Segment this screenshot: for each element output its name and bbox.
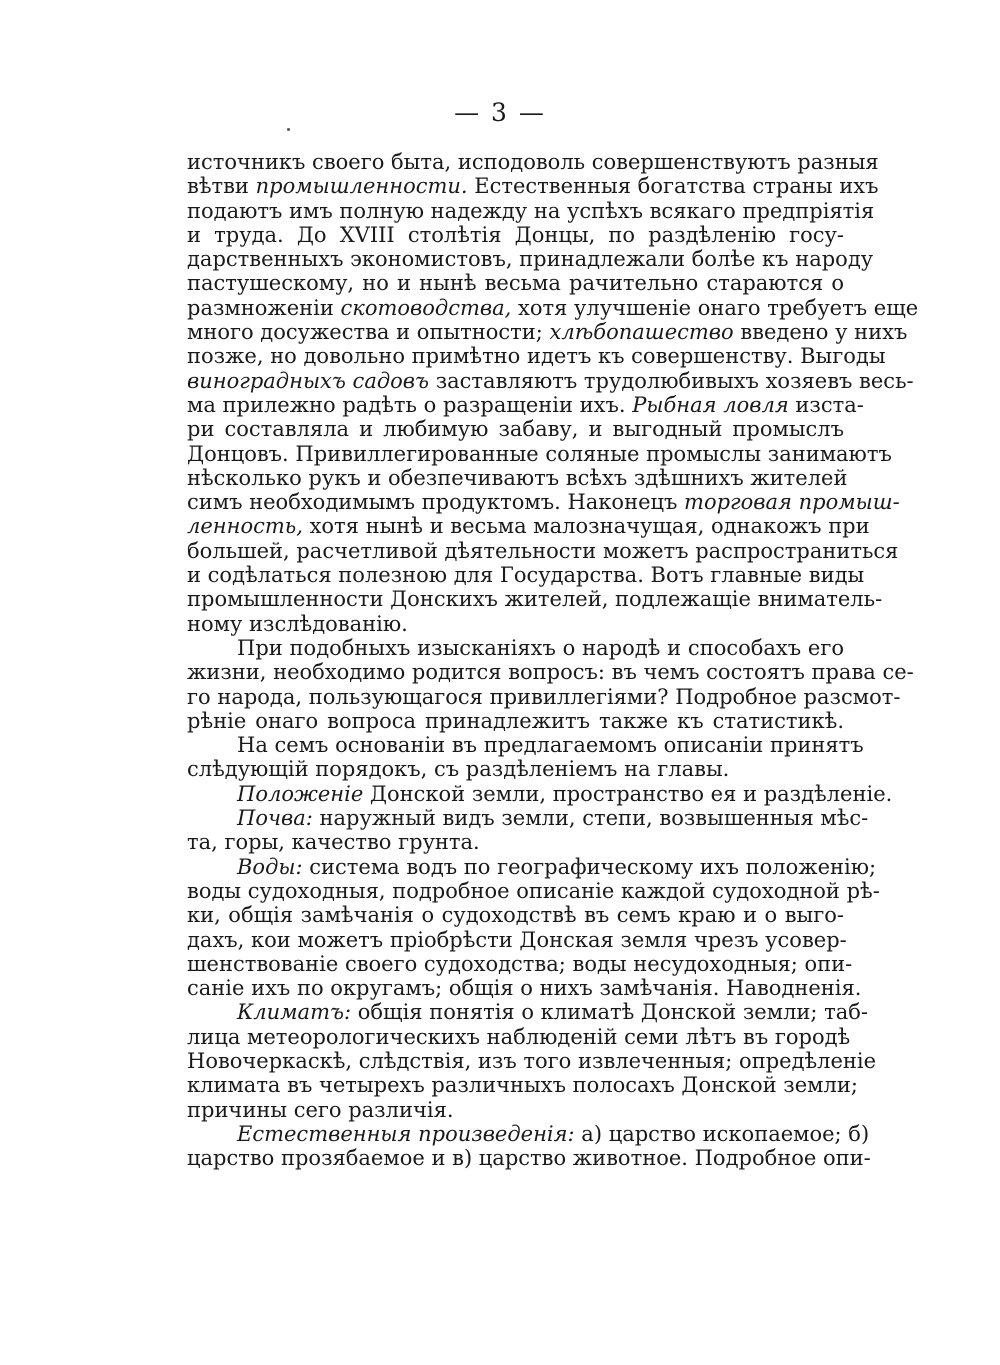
text-line xyxy=(187,927,847,952)
text-line xyxy=(187,878,880,903)
text-segment: наружный видъ земли, степи, возвышенныя мѣс- xyxy=(312,806,869,831)
text-line xyxy=(187,951,853,976)
text-line xyxy=(187,854,877,879)
text-line xyxy=(187,1000,869,1025)
italic-term: виноградныхъ садовъ xyxy=(187,368,430,393)
text-segment: ма прилежно радѣть о разращеніи ихъ. xyxy=(187,392,633,417)
text-line xyxy=(187,684,901,709)
text-line xyxy=(187,465,848,490)
text-line xyxy=(187,806,869,831)
text-segment: введено у нихъ xyxy=(733,320,908,345)
ink-speck xyxy=(287,128,290,131)
text-line xyxy=(187,1146,871,1171)
text-segment: пастушескому, но и нынѣ весьма рачительно стараются о xyxy=(187,271,844,296)
text-segment: причины сего различія. xyxy=(187,1097,454,1122)
text-line xyxy=(187,1121,870,1146)
italic-term: Почва: xyxy=(237,806,313,831)
text-segment: источникъ своего быта, исподоволь совершенствуютъ разныя xyxy=(187,150,879,174)
text-segment: Естественныя богатства страны ихъ xyxy=(467,174,879,199)
text-line xyxy=(187,490,900,515)
text-segment: промышленности Донскихъ жителей, подлежащіе вниматель- xyxy=(187,587,883,612)
text-segment: го народа, пользующагося привиллегіями? Подробное разсмот- xyxy=(187,684,901,709)
text-segment: саніе ихъ по округамъ; общія о нихъ замѣчанія. Наводненія. xyxy=(187,976,862,1001)
text-line xyxy=(187,976,862,1001)
text-line xyxy=(187,1073,858,1098)
text-segment: жизни, необходимо родится вопросъ: въ чемъ состоятъ права се- xyxy=(187,660,914,685)
text-line xyxy=(187,830,844,854)
text-segment: размноженіи xyxy=(187,295,341,320)
text-segment: ному изслѣдованію. xyxy=(187,611,408,636)
text-line xyxy=(187,1048,877,1073)
text-line xyxy=(187,709,844,733)
italic-term: ленность, xyxy=(187,514,303,539)
text-segment: дахъ, кои можетъ пріобрѣсти Донская земля чрезъ усовер- xyxy=(187,927,847,952)
italic-term: скотоводства, xyxy=(340,295,512,320)
text-line xyxy=(187,757,844,781)
italic-term: промышленности. xyxy=(255,174,468,199)
text-line xyxy=(187,781,893,806)
text-line xyxy=(187,344,886,369)
text-line xyxy=(187,587,883,612)
text-segment: нѣсколько рукъ и обезпечиваютъ всѣхъ здѣшнихъ жителей xyxy=(187,465,848,490)
text-line xyxy=(187,174,879,199)
text-segment: рѣніе онаго вопроса принадлежитъ также къ статистикѣ. xyxy=(187,708,844,733)
page-number: — 3 — xyxy=(454,98,546,127)
text-segment: На семъ основаніи въ предлагаемомъ описаніи принятъ xyxy=(237,733,864,758)
text-line xyxy=(187,417,844,441)
text-segment: хотя нынѣ и весьма малозначущая, однакожъ при xyxy=(302,514,870,539)
text-segment: ки, общія замѣчанія о судоходствѣ въ семъ краю и о выго- xyxy=(187,903,844,928)
text-line xyxy=(187,320,908,345)
text-segment: дарственныхъ экономистовъ, принадлежали болѣе къ народу xyxy=(187,247,874,272)
text-line xyxy=(187,247,874,272)
text-segment: система водъ по географическому ихъ положенію; xyxy=(302,854,877,879)
text-line xyxy=(187,271,844,295)
italic-term: Рыбная ловля xyxy=(632,392,789,417)
text-segment: климата въ четырехъ различныхъ полосахъ Донской земли; xyxy=(187,1073,858,1098)
italic-term: торговая промыш- xyxy=(684,490,900,515)
body-text xyxy=(187,150,919,1171)
text-line xyxy=(187,636,844,660)
text-segment: Донской земли, пространство ея и раздѣленіе. xyxy=(363,781,893,806)
text-segment: общія понятія о климатѣ Донской земли; таб- xyxy=(351,1000,869,1025)
text-segment: заставляютъ трудолюбивыхъ хозяевъ весь- xyxy=(429,368,914,393)
text-line xyxy=(187,612,844,636)
text-line xyxy=(187,733,864,758)
text-segment: и содѣлаться полезною для Государства. Вотъ главные виды xyxy=(187,563,865,588)
text-line xyxy=(187,198,875,223)
italic-term: Положеніе xyxy=(237,781,364,806)
text-segment: хотя улучшеніе онаго требуетъ еще xyxy=(511,295,919,320)
text-segment: симъ необходимымъ продуктомъ. Наконецъ xyxy=(187,490,685,515)
text-segment: та, горы, качество грунта. xyxy=(187,830,480,855)
text-line xyxy=(187,295,919,320)
text-line xyxy=(187,903,844,927)
italic-term: хлѣбопашество xyxy=(549,320,734,345)
text-line xyxy=(187,563,865,588)
italic-term: Воды: xyxy=(237,854,303,879)
text-line xyxy=(187,1024,851,1049)
text-segment: большей, расчетливой дѣятельности можетъ распространиться xyxy=(187,538,899,563)
text-segment: и труда. До XVIII столѣтія Донцы, по раздѣленію госу- xyxy=(187,222,844,247)
text-segment: Донцовъ. Привиллегированные соляные промыслы занимаютъ xyxy=(187,441,892,466)
text-line xyxy=(187,392,864,417)
text-line xyxy=(187,150,879,174)
text-line xyxy=(187,514,870,539)
text-line xyxy=(187,1098,844,1122)
text-segment: Новочеркаскѣ, слѣдствія, изъ того извлеченныя; опредѣленіе xyxy=(187,1048,877,1073)
text-segment: ри составляла и любимую забаву, и выгодный промыслъ xyxy=(187,417,844,442)
text-segment: воды судоходныя, подробное описаніе каждой судоходной рѣ- xyxy=(187,878,880,903)
text-line xyxy=(187,368,914,393)
text-line xyxy=(187,660,914,685)
text-segment: позже, но довольно примѣтно идетъ къ совершенству. Выгоды xyxy=(187,344,886,369)
italic-term: Климатъ: xyxy=(237,1000,352,1025)
text-line xyxy=(187,223,844,247)
text-segment: вѣтви xyxy=(187,174,256,199)
text-segment: При подобныхъ изысканіяхъ о народѣ и способахъ его xyxy=(237,635,844,660)
text-line xyxy=(187,538,899,563)
text-segment: подаютъ имъ полную надежду на успѣхъ всякаго предпріятія xyxy=(187,198,875,223)
text-segment: изста- xyxy=(788,392,864,417)
text-segment: лица метеорологическихъ наблюденій семи лѣтъ въ городѣ xyxy=(187,1024,851,1049)
text-segment: а) царство ископаемое; б) xyxy=(574,1121,870,1146)
text-segment: много досужества и опытности; xyxy=(187,320,550,345)
text-segment: шенствованіе своего судоходства; воды несудоходныя; опи- xyxy=(187,951,853,976)
text-segment: царство прозябаемое и в) царство животное. Подробное опи- xyxy=(187,1146,871,1171)
italic-term: Естественныя произведенія: xyxy=(237,1121,575,1146)
text-line xyxy=(187,441,892,466)
text-segment: слѣдующій порядокъ, съ раздѣленіемъ на главы. xyxy=(187,757,730,782)
